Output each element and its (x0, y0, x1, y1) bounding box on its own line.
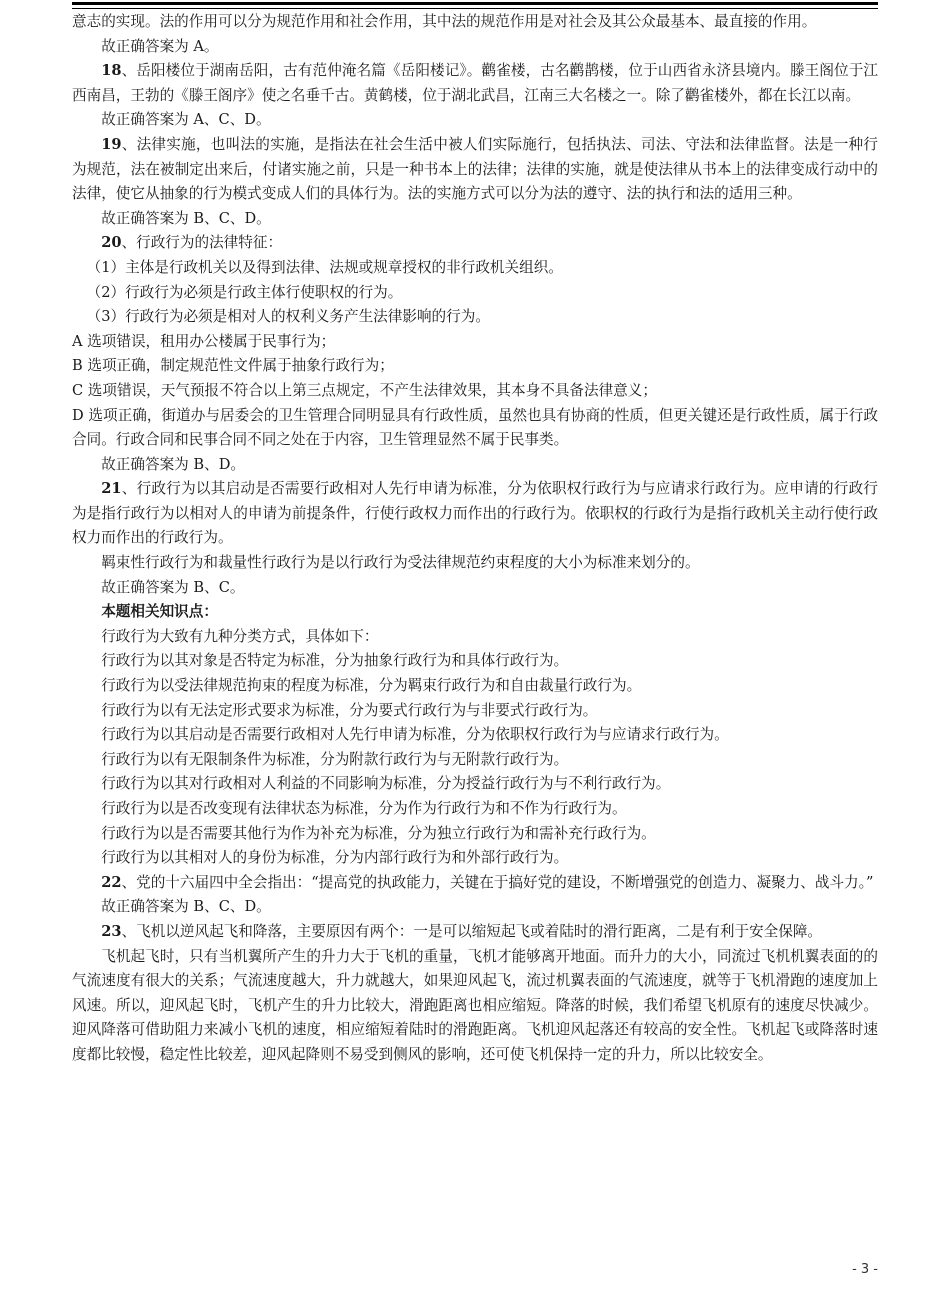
answer-line: 故正确答案为 A、C、D。 (101, 111, 271, 129)
answer-line: 故正确答案为 B、D。 (101, 455, 246, 473)
knowledge-point: 行政行为以受法律规范拘束的程度为标准，分为羁束行政行为和自由裁量行政行为。 (101, 677, 642, 695)
document-body (72, 10, 878, 1068)
knowledge-points-title: 本题相关知识点： (101, 603, 218, 621)
option-analysis: A 选项错误，租用办公楼属于民事行为； (72, 332, 336, 350)
question-23 (72, 920, 878, 945)
question-number: 20 (101, 234, 122, 252)
knowledge-point: 行政行为以其启动是否需要行政相对人先行申请为标准，分为依职权行政行为与应请求行政行为。 (101, 726, 729, 744)
page-number: - 3 - (852, 1262, 878, 1277)
question-number: 21 (101, 480, 122, 498)
knowledge-point: 行政行为以其对象是否特定为标准，分为抽象行政行为和具体行政行为。 (101, 652, 569, 670)
question-number: 22 (101, 873, 122, 891)
question-number: 19 (101, 135, 122, 153)
paragraph: 羁束性行政行为和裁量性行政行为是以行政行为受法律规范约束程度的大小为标准来划分的。 (101, 554, 700, 572)
question-19 (72, 133, 878, 207)
question-20 (72, 231, 878, 256)
knowledge-point: 行政行为以是否改变现有法律状态为标准，分为作为行政行为和不作为行政行为。 (101, 800, 627, 817)
question-text: 、法律实施，也叫法的实施，是指法在社会生活中被人们实际施行，包括执法、司法、守法和法律监督。法是一种行为规范，法在被制定出来后，付诸实施之前，只是一种书本上的法律；法律的实施，就是使法律从书本上的法律变成行动中的法律，使它从抽象的行为模式变成人们的具体行为。法的实施方式可以分为法的遵守、法的执行和法的适用三种。 (72, 135, 878, 203)
answer-line: 故正确答案为 B、C。 (101, 578, 245, 596)
option-analysis: C 选项错误，天气预报不符合以上第三点规定，不产生法律效果，其本身不具备法律意义； (72, 381, 657, 399)
question-number: 23 (101, 922, 122, 940)
paragraph: 意志的实现。法的作用可以分为规范作用和社会作用，其中法的规范作用是对社会及其公众最基本、最直接的作用。 (72, 13, 817, 30)
question-18 (72, 59, 878, 108)
question-number: 18 (101, 62, 122, 80)
knowledge-point: 行政行为大致有九种分类方式，具体如下： (101, 627, 379, 645)
question-text: 、岳阳楼位于湖南岳阳，古有范仲淹名篇《岳阳楼记》。鹳雀楼，古名鹳鹊楼，位于山西省永济县境内。滕王阁位于江西南昌，王勃的《滕王阁序》使之名垂千古。黄鹤楼，位于湖北武昌，江南三大名楼之一。除了鹳雀楼外，都在长江以南。 (72, 62, 878, 104)
question-text: 、行政行为的法律特征： (121, 234, 283, 252)
option-analysis: B 选项正确，制定规范性文件属于抽象行政行为； (72, 357, 394, 375)
question-21 (72, 477, 878, 551)
paragraph: 飞机起飞时，只有当机翼所产生的升力大于飞机的重量，飞机才能够离开地面。而升力的大小，同流过飞机机翼表面的的气流速度有很大的关系；气流速度越大，升力就越大，如果迎风起飞，流过机翼表面的气流速度，就等于飞机滑跑的速度加上风速。所以，迎风起飞时，飞机产生的升力比较大，滑跑距离也相应缩短。降落的时候，我们希望飞机原有的速度尽快减少。迎风降落可借助阻力来减小飞机的速度，相应缩短着陆时的滑跑距离。飞机迎风起落还有较高的安全性。飞机起飞或降落时速度都比较慢，稳定性比较差，迎风起降则不易受到侧风的影响，还可使飞机保持一定的升力，所以比较安全。 (72, 947, 878, 1063)
feature-item: （2）行政行为必须是行政主体行使职权的行为。 (86, 283, 403, 301)
knowledge-point: 行政行为以有无限制条件为标准，分为附款行政行为与无附款行政行为。 (101, 750, 569, 768)
answer-line: 故正确答案为 B、C、D。 (101, 209, 271, 227)
knowledge-point: 行政行为以有无法定形式要求为标准，分为要式行政行为与非要式行政行为。 (101, 701, 598, 719)
question-22 (72, 871, 878, 896)
option-analysis: D 选项正确，街道办与居委会的卫生管理合同明显具有行政性质，虽然也具有协商的性质，但更关键还是行政性质，属于行政合同。行政合同和民事合同不同之处在于内容，卫生管理显然不属于民事类。 (72, 406, 878, 449)
header-rule (72, 2, 878, 9)
question-text: 、行政行为以其启动是否需要行政相对人先行申请为标准，分为依职权行政行为与应请求行政行为。应申请的行政行为是指行政行为以相对人的申请为前提条件，行使行政权力而作出的行政行为。依职权的行政行为是指行政机关主动行使行政权力而作出的行政行为。 (72, 480, 878, 547)
knowledge-point: 行政行为以其对行政相对人利益的不同影响为标准，分为授益行政行为与不利行政行为。 (101, 775, 671, 793)
answer-line: 故正确答案为 A。 (101, 37, 219, 55)
question-text: 、飞机以逆风起飞和降落，主要原因有两个：一是可以缩短起飞或着陆时的滑行距离，二是有利于安全保障。 (121, 922, 823, 940)
feature-item: （3）行政行为必须是相对人的权利义务产生法律影响的行为。 (86, 308, 490, 326)
knowledge-point: 行政行为以其相对人的身份为标准，分为内部行政行为和外部行政行为。 (101, 849, 569, 867)
knowledge-point: 行政行为以是否需要其他行为作为补充为标准，分为独立行政行为和需补充行政行为。 (101, 824, 656, 842)
question-text: 、党的十六届四中全会指出：“提高党的执政能力，关键在于搞好党的建设，不断增强党的创造力、凝聚力、战斗力。” (121, 873, 874, 891)
feature-item: （1）主体是行政机关以及得到法律、法规或规章授权的非行政机关组织。 (86, 258, 563, 276)
answer-line: 故正确答案为 B、C、D。 (101, 898, 271, 916)
